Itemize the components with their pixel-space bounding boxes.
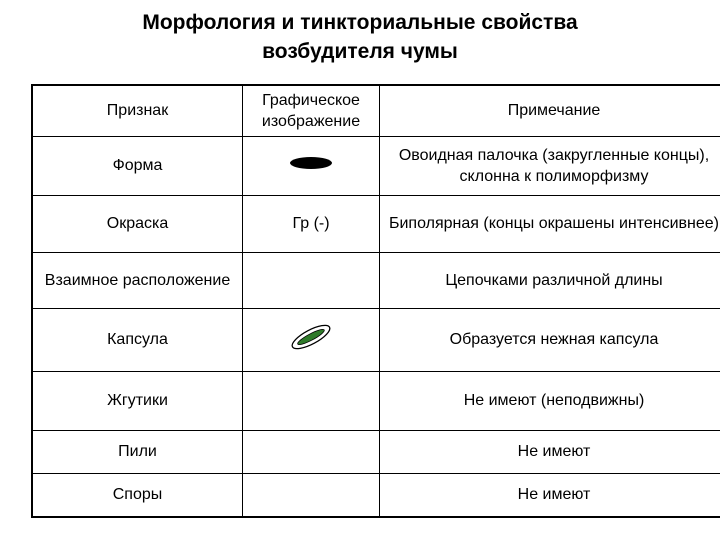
row-feature: Жгутики (32, 371, 243, 430)
morphology-table (31, 84, 720, 518)
row-image-empty (243, 473, 380, 517)
row-feature: Пили (32, 430, 243, 473)
title-line-2: возбудителя чумы (262, 40, 458, 63)
table-row (32, 308, 720, 371)
row-note: Не имеют (380, 430, 720, 473)
row-note: Биполярная (концы окрашены интенсивнее) (380, 195, 720, 252)
row-note: Овоидная палочка (закругленные концы), склонна к полиморфизму (380, 136, 720, 195)
table-row (32, 136, 720, 195)
row-note: Цепочками различной длины (380, 252, 720, 308)
title-line-1: Морфология и тинкториальные свойства (142, 11, 578, 34)
table-row (32, 430, 720, 473)
table-header-row (32, 85, 720, 136)
row-note: Образуется нежная капсула (380, 308, 720, 371)
row-image (243, 308, 380, 371)
row-feature: Форма (32, 136, 243, 195)
header-feature: Признак (32, 85, 243, 136)
row-note: Не имеют (380, 473, 720, 517)
ovoid-rod-icon (287, 155, 335, 177)
row-feature: Окраска (32, 195, 243, 252)
header-note: Примечание (380, 85, 720, 136)
row-image (243, 136, 380, 195)
row-image-empty (243, 371, 380, 430)
table-row (32, 195, 720, 252)
row-image-empty (243, 252, 380, 308)
encapsulated-rod-icon (287, 320, 335, 360)
row-image-empty (243, 430, 380, 473)
header-image: Графическое изображение (243, 85, 380, 136)
row-note: Не имеют (неподвижны) (380, 371, 720, 430)
page-title (0, 8, 720, 66)
table-row (32, 252, 720, 308)
table-row (32, 371, 720, 430)
row-image-text: Гр (-) (243, 195, 380, 252)
row-feature: Споры (32, 473, 243, 517)
row-feature: Капсула (32, 308, 243, 371)
table-row (32, 473, 720, 517)
row-feature: Взаимное расположение (32, 252, 243, 308)
